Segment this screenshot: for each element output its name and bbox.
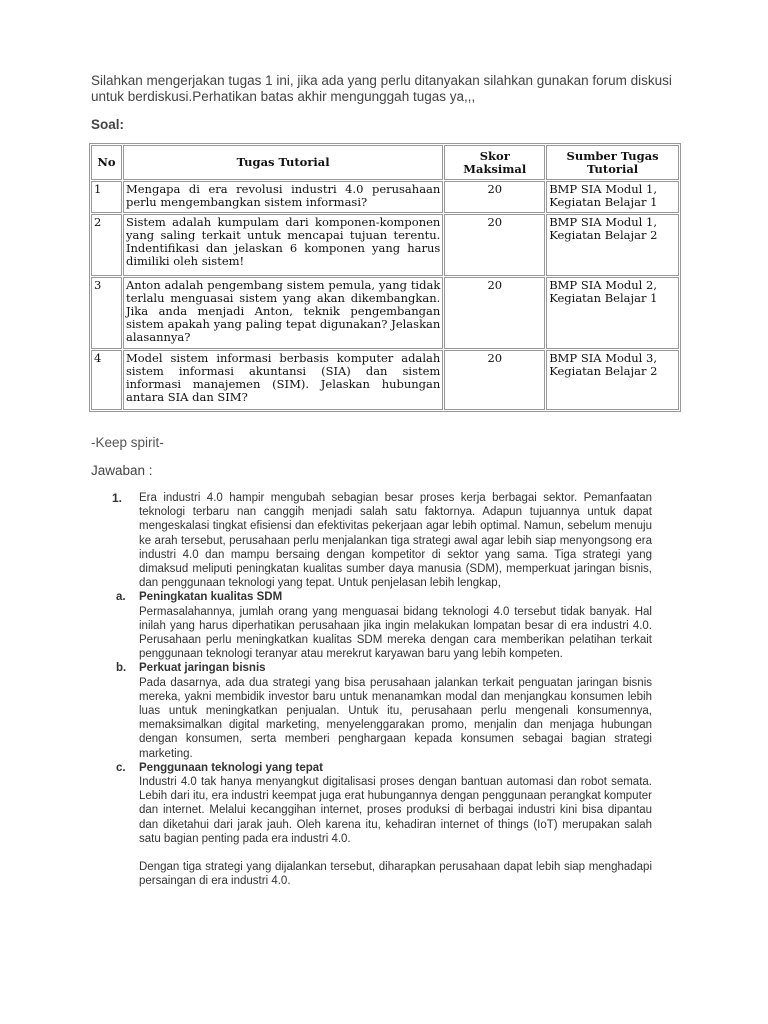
table-row	[91, 214, 679, 276]
row-sumber: BMP SIA Modul 1, Kegiatan Belajar 1	[546, 181, 679, 213]
item-letter: a.	[116, 591, 126, 604]
answer-number: 1.	[112, 491, 123, 505]
table-row	[91, 350, 679, 410]
answer-intro: Era industri 4.0 hampir mengubah sebagian besar proses kerja berbagai sektor. Pemanfaatan teknologi terbaru nan canggih menjadi salah satu faktornya. Adapun tujuannya untuk dapat mengeskalasi tingkat efisiensi dan efektivitas pekerjaan agar lebih optimal. Namun, sebelum menuju ke arah tersebut, perusahaan perlu menjalankan tiga strategi awal agar lebih siap menyongsong era industri 4.0 dan mampu bersaing dengan kompetitor di sektor yang sama. Tiga strategi yang dimaksud meliputi peningkatan kualitas sumber daya manusia (SDM), memperkuat jaringan bisnis, dan penggunaan teknologi yang tepat. Untuk penjelasan lebih lengkap,	[139, 492, 652, 590]
row-tugas: Mengapa di era revolusi industri 4.0 perusahaan perlu mengembangkan sistem informasi?	[123, 181, 443, 213]
row-skor: 20	[444, 350, 545, 410]
row-skor: 20	[444, 214, 545, 276]
header-tugas: Tugas Tutorial	[123, 145, 443, 180]
item-text: Permasalahannya, jumlah orang yang menguasai bidang teknologi 4.0 tersebut tidak banyak. Hal inilah yang harus diperhatikan perusahaan jika ingin melakukan lompatan besar di era industri 4.0. Perusahaan perlu meningkatkan kualitas SDM mereka dengan cara memberikan pelatihan terkait penggunaan teknologi teranyar atau merekrut karyawan baru yang lebih kompeten.	[139, 605, 652, 661]
row-no: 4	[91, 350, 122, 410]
item-title: Perkuat jaringan bisnis	[139, 662, 266, 675]
row-tugas: Model sistem informasi berbasis komputer adalah sistem informasi akuntansi (SIA) dan sistem informasi manajemen (SIM). Jelaskan hubungan antara SIA dan SIM?	[123, 350, 443, 410]
table-row	[91, 277, 679, 349]
row-no: 2	[91, 214, 122, 276]
row-skor: 20	[444, 277, 545, 349]
task-table	[89, 143, 681, 412]
row-sumber: BMP SIA Modul 1, Kegiatan Belajar 2	[546, 214, 679, 276]
table-row	[91, 181, 679, 213]
header-skor: Skor Maksimal	[444, 145, 545, 180]
item-title: Peningkatan kualitas SDM	[139, 591, 283, 604]
row-tugas: Anton adalah pengembang sistem pemula, yang tidak terlalu menguasai sistem yang akan dikembangkan. Jika anda menjadi Anton, teknik pengembangan sistem apakah yang paling tepat digunakan? Jelaskan alasannya?	[123, 277, 443, 349]
answer-closing: Dengan tiga strategi yang dijalankan tersebut, diharapkan perusahaan dapat lebih siap menghadapi persaingan di era industri 4.0.	[139, 861, 652, 888]
item-letter: c.	[116, 761, 126, 774]
item-title: Penggunaan teknologi yang tepat	[139, 761, 324, 774]
answer-item-teknologi	[116, 761, 652, 889]
item-letter: b.	[116, 662, 127, 675]
item-text: Industri 4.0 tak hanya menyangkut digitalisasi proses dengan bantuan automasi dan robot semata. Lebih dari itu, era industri keempat juga erat hubungannya dengan penggunaan perangkat komputer dan internet. Melalui kecanggihan internet, proses produksi di berbagai industri kini bisa dipantau dan diketahui dari jarak jauh. Oleh karena itu, kehadiran internet of things (IoT) merupakan salah satu bagian penting pada era industri 4.0.	[139, 776, 652, 845]
table-header-row	[91, 145, 679, 180]
jawaban-heading: Jawaban :	[91, 463, 153, 478]
answer-item-jaringan	[116, 661, 652, 760]
header-no: No	[91, 145, 122, 180]
answer-block	[112, 491, 652, 888]
row-sumber: BMP SIA Modul 2, Kegiatan Belajar 1	[546, 277, 679, 349]
row-tugas: Sistem adalah kumpulam dari komponen-komponen yang saling terkait untuk mencapai tujuan terentu. Indentifikasi dan jelaskan 6 komponen yang harus dimiliki oleh sistem!	[123, 214, 443, 276]
row-skor: 20	[444, 181, 545, 213]
row-no: 1	[91, 181, 122, 213]
soal-heading: Soal:	[91, 117, 125, 132]
item-text: Pada dasarnya, ada dua strategi yang bisa perusahaan jalankan terkait penguatan jaringan bisnis mereka, yakni membidik investor baru untuk menanamkan modal dan menjangkau konsumen lebih luas untuk meningkatkan penjualan. Untuk itu, perusahaan perlu mengenali konsumennya, memaksimalkan digital marketing, menyelenggarakan promo, menjalin dan menjaga hubungan dengan konsumen, serta memberi penghargaan kepada konsumen sebagai bagian strategi marketing.	[139, 676, 652, 760]
header-sumber: Sumber Tugas Tutorial	[546, 145, 679, 180]
row-sumber: BMP SIA Modul 3, Kegiatan Belajar 2	[546, 350, 679, 410]
answer-body	[116, 491, 652, 888]
answer-item-sdm	[116, 590, 652, 661]
row-no: 3	[91, 277, 122, 349]
instruction-text: Silahkan mengerjakan tugas 1 ini, jika ada yang perlu ditanyakan silahkan gunakan forum diskusi untuk berdiskusi.Perhatikan batas akhir mengunggah tugas ya,,,	[91, 73, 672, 104]
keep-spirit-text: -Keep spirit-	[91, 435, 164, 450]
